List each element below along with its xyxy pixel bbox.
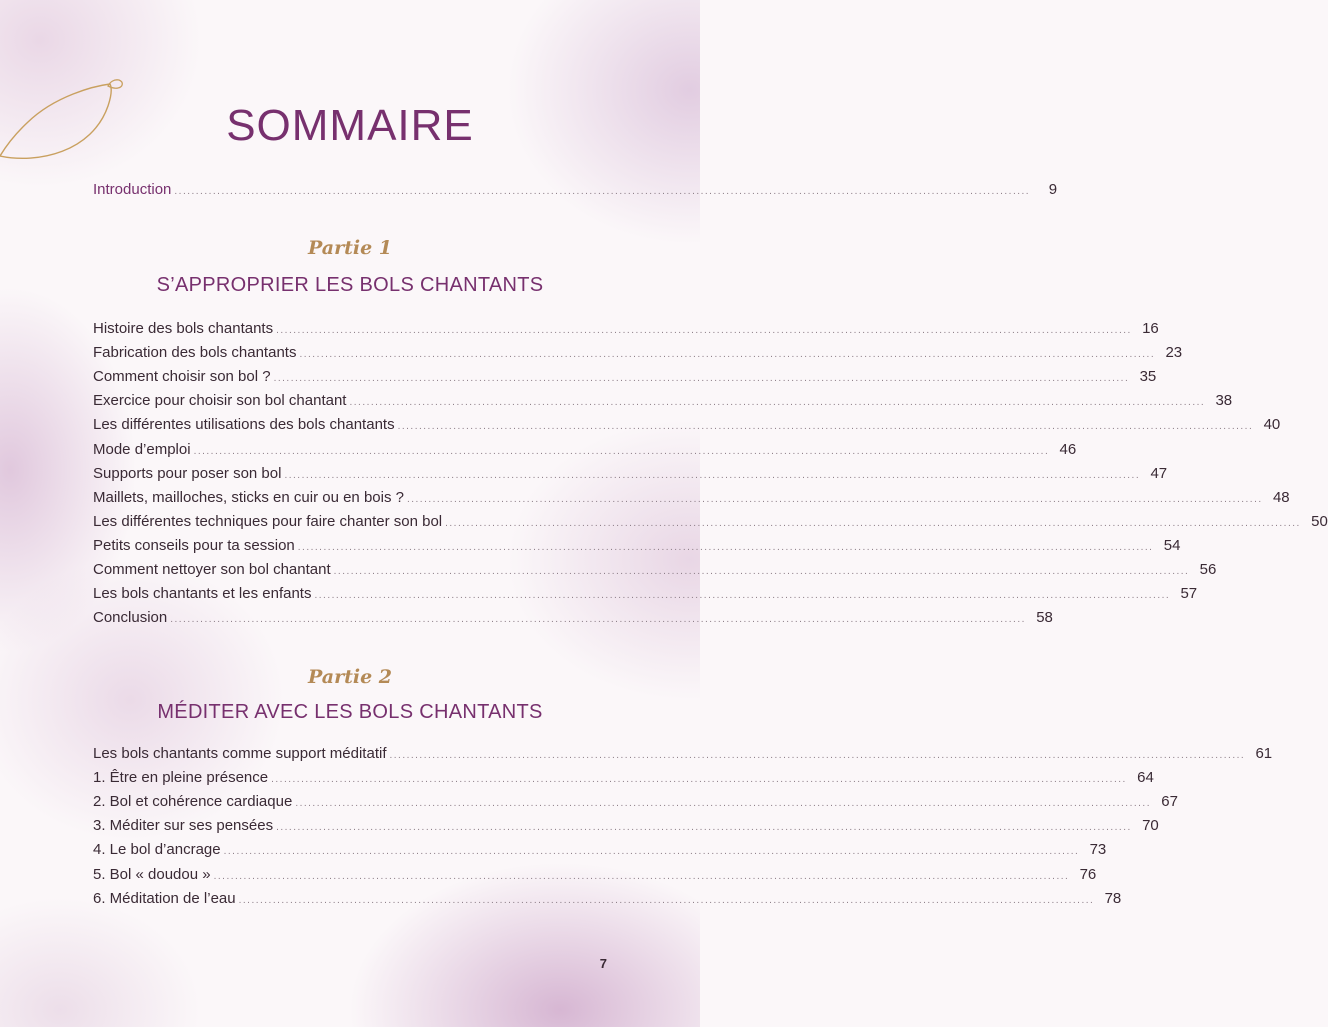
part-1-title: S’APPROPRIER LES BOLS CHANTANTS xyxy=(156,274,544,296)
toc-page-number: 16 xyxy=(1142,320,1159,337)
dot-leader: ........................................................................................................................................................................................................ xyxy=(406,493,1263,505)
toc-row[interactable] xyxy=(93,440,1077,463)
dot-leader: ........................................................................................................................................................................................................ xyxy=(333,566,1190,577)
toc-page-number: 78 xyxy=(1104,889,1122,907)
toc-page-number: 47 xyxy=(1150,464,1168,482)
toc-page-number: 9 xyxy=(1048,181,1058,198)
toc-page-number: 46 xyxy=(1059,440,1077,458)
toc-label: Les différentes utilisations des bols chantants xyxy=(93,416,395,434)
toc-row[interactable] xyxy=(93,320,1159,342)
dot-leader: ........................................................................................................................................................................................................ xyxy=(223,846,1080,858)
toc-row[interactable] xyxy=(93,464,1168,487)
toc-label: Supports pour poser son bol xyxy=(93,464,282,482)
dot-leader: ........................................................................................................................................................................................................ xyxy=(273,373,1130,385)
toc-label: 6. Méditation de l’eau xyxy=(93,889,236,907)
dot-leader: ........................................................................................................................................................................................................ xyxy=(297,541,1154,553)
toc-page-number: 40 xyxy=(1263,416,1281,434)
toc-row[interactable] xyxy=(93,488,1290,511)
toc-row[interactable] xyxy=(93,392,1233,414)
toc-page-number: 56 xyxy=(1199,561,1217,578)
toc-row[interactable] xyxy=(93,817,1159,839)
dot-leader: ........................................................................................................................................................................................................ xyxy=(295,798,1151,810)
part-2-title: MÉDITER AVEC LES BOLS CHANTANTS xyxy=(157,701,543,723)
page-number: 7 xyxy=(599,956,607,971)
dot-leader: ........................................................................................................................................................................................................ xyxy=(276,822,1132,834)
toc-row[interactable] xyxy=(93,769,1154,791)
toc-row[interactable] xyxy=(93,793,1178,815)
toc-page-number: 73 xyxy=(1089,841,1107,859)
toc-label: Les bols chantants comme support méditatif xyxy=(93,745,387,762)
dot-leader: ........................................................................................................................................................................................................ xyxy=(349,397,1206,409)
toc-page-number: 35 xyxy=(1139,368,1157,386)
dot-leader: ........................................................................................................................................................................................................ xyxy=(389,750,1246,761)
dot-leader: ........................................................................................................................................................................................................ xyxy=(299,349,1156,361)
dot-leader: ........................................................................................................................................................................................................ xyxy=(284,469,1141,481)
toc-row[interactable] xyxy=(93,512,1328,535)
dot-leader: ........................................................................................................................................................................................................ xyxy=(174,186,1031,197)
toc-page-number: 58 xyxy=(1036,609,1053,627)
toc-page-number: 54 xyxy=(1163,536,1181,554)
dot-leader: ........................................................................................................................................................................................................ xyxy=(397,421,1254,433)
toc-row[interactable] xyxy=(93,368,1157,390)
dot-leader: ........................................................................................................................................................................................................ xyxy=(314,590,1171,602)
toc-label: 1. Être en pleine présence xyxy=(93,769,269,787)
toc-label: Les différentes techniques pour faire chanter son bol xyxy=(93,512,443,530)
toc-row[interactable] xyxy=(93,344,1183,366)
dot-leader: ........................................................................................................................................................................................................ xyxy=(170,614,1026,626)
toc-label: 4. Le bol d’ancrage xyxy=(93,841,221,859)
toc-row[interactable] xyxy=(93,841,1107,863)
toc-label: Comment nettoyer son bol chantant xyxy=(93,561,331,578)
toc-row[interactable] xyxy=(93,609,1053,631)
toc-label: 5. Bol « doudou » xyxy=(93,865,211,883)
dot-leader: ........................................................................................................................................................................................................ xyxy=(276,325,1132,336)
toc-page-number: 61 xyxy=(1255,745,1273,762)
toc-row-introduction[interactable] xyxy=(93,181,1058,203)
toc-page-number: 50 xyxy=(1311,512,1328,530)
toc-label: Petits conseils pour ta session xyxy=(93,536,295,554)
toc-row[interactable] xyxy=(93,889,1122,912)
toc-label: 3. Méditer sur ses pensées xyxy=(93,817,274,835)
toc-row[interactable] xyxy=(93,536,1181,559)
dot-leader: ........................................................................................................................................................................................................ xyxy=(238,894,1095,906)
part-1-label: Partie 1 xyxy=(307,237,392,259)
part-2-label: Partie 2 xyxy=(307,666,392,688)
toc-row[interactable] xyxy=(93,416,1281,438)
toc-label: Fabrication des bols chantants xyxy=(93,344,297,362)
toc-row[interactable] xyxy=(93,585,1198,607)
toc-label: Introduction xyxy=(93,181,172,198)
dot-leader: ........................................................................................................................................................................................................ xyxy=(193,445,1050,457)
dot-leader: ........................................................................................................................................................................................................ xyxy=(271,774,1127,786)
toc-page-number: 64 xyxy=(1137,769,1154,787)
toc-label: Mode d’emploi xyxy=(93,440,191,458)
toc-page-number: 67 xyxy=(1161,793,1178,811)
toc-row[interactable] xyxy=(93,865,1097,888)
toc-row[interactable] xyxy=(93,561,1217,583)
toc-page-number: 57 xyxy=(1180,585,1198,603)
toc-row[interactable] xyxy=(93,745,1273,767)
toc-page-number: 38 xyxy=(1215,392,1233,410)
toc-page-number: 23 xyxy=(1165,344,1183,362)
toc-label: Comment choisir son bol ? xyxy=(93,368,271,386)
toc-label: Les bols chantants et les enfants xyxy=(93,585,312,603)
toc-page-number: 70 xyxy=(1142,817,1159,835)
toc-label: Exercice pour choisir son bol chantant xyxy=(93,392,347,410)
toc-label: Maillets, mailloches, sticks en cuir ou en bois ? xyxy=(93,488,404,506)
dot-leader: ........................................................................................................................................................................................................ xyxy=(213,870,1070,882)
toc-label: Histoire des bols chantants xyxy=(93,320,274,337)
toc-page-number: 76 xyxy=(1079,865,1097,883)
toc-label: Conclusion xyxy=(93,609,168,627)
toc-page-number: 48 xyxy=(1272,488,1290,506)
page-title: SOMMAIRE xyxy=(226,101,474,151)
toc-label: 2. Bol et cohérence cardiaque xyxy=(93,793,293,811)
dot-leader: ........................................................................................................................................................................................................ xyxy=(445,517,1301,529)
